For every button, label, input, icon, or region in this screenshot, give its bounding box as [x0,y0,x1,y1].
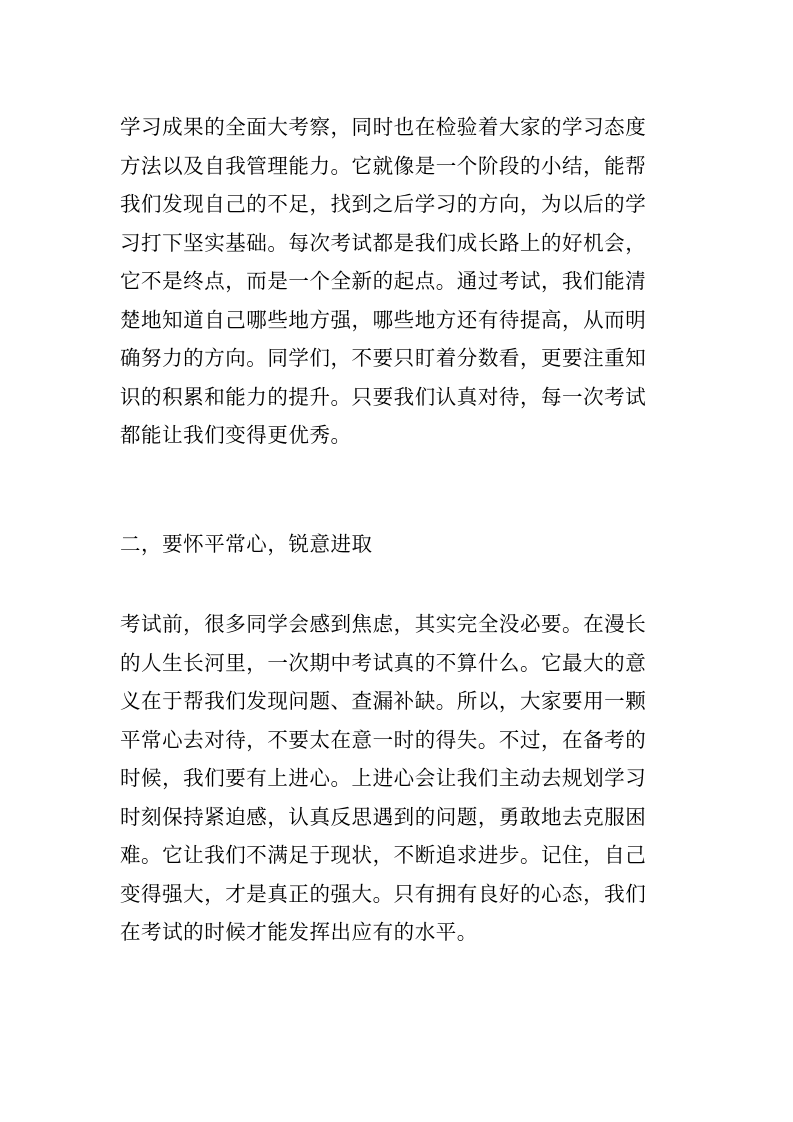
text-line: 难。它让我们不满足于现状，不断追求进步。记住，自己 [120,843,647,867]
text-line: 确努力的方向。同学们，不要只盯着分数看，更要注重知 [120,346,647,370]
text-line: 平常心去对待，不要太在意一时的得失。不过，在备考的 [120,727,647,752]
text-line: 时刻保持紧迫感，认真反思遇到的问题，勇敢地去克服困 [120,804,647,829]
text-line: 变得强大，才是真正的强大。只有拥有良好的心态，我们 [120,881,647,906]
paragraph-1 [120,108,680,455]
text-line: 我们发现自己的不足，找到之后学习的方向，为以后的学 [120,192,647,216]
text-line: 识的积累和能力的提升。只要我们认真对待，每一次考试 [120,384,647,409]
text-line: 时候，我们要有上进心。上进心会让我们主动去规划学习 [120,766,647,790]
text-line: 它不是终点，而是一个全新的起点。通过考试，我们能清 [120,269,647,293]
text-line: 考试前，很多同学会感到焦虑，其实完全没必要。在漫长 [120,612,647,636]
text-line: 都能让我们变得更优秀。 [120,423,352,447]
paragraph-2 [120,605,680,952]
text-line: 的人生长河里，一次期中考试真的不算什么。它最大的意 [120,650,647,675]
text-line: 在考试的时候才能发挥出应有的水平。 [120,920,478,944]
text-line: 楚地知道自己哪些地方强，哪些地方还有待提高，从而明 [120,307,647,332]
text-line: 学习成果的全面大考察，同时也在检验着大家的学习态度 [120,115,647,139]
section-heading [120,525,680,564]
section-heading-text: 二，要怀平常心，锐意进取 [120,532,373,556]
text-line: 习打下坚实基础。每次考试都是我们成长路上的好机会， [120,230,647,255]
text-line: 方法以及自我管理能力。它就像是一个阶段的小结，能帮 [120,153,647,178]
text-line: 义在于帮我们发现问题、查漏补缺。所以，大家要用一颗 [120,689,647,713]
